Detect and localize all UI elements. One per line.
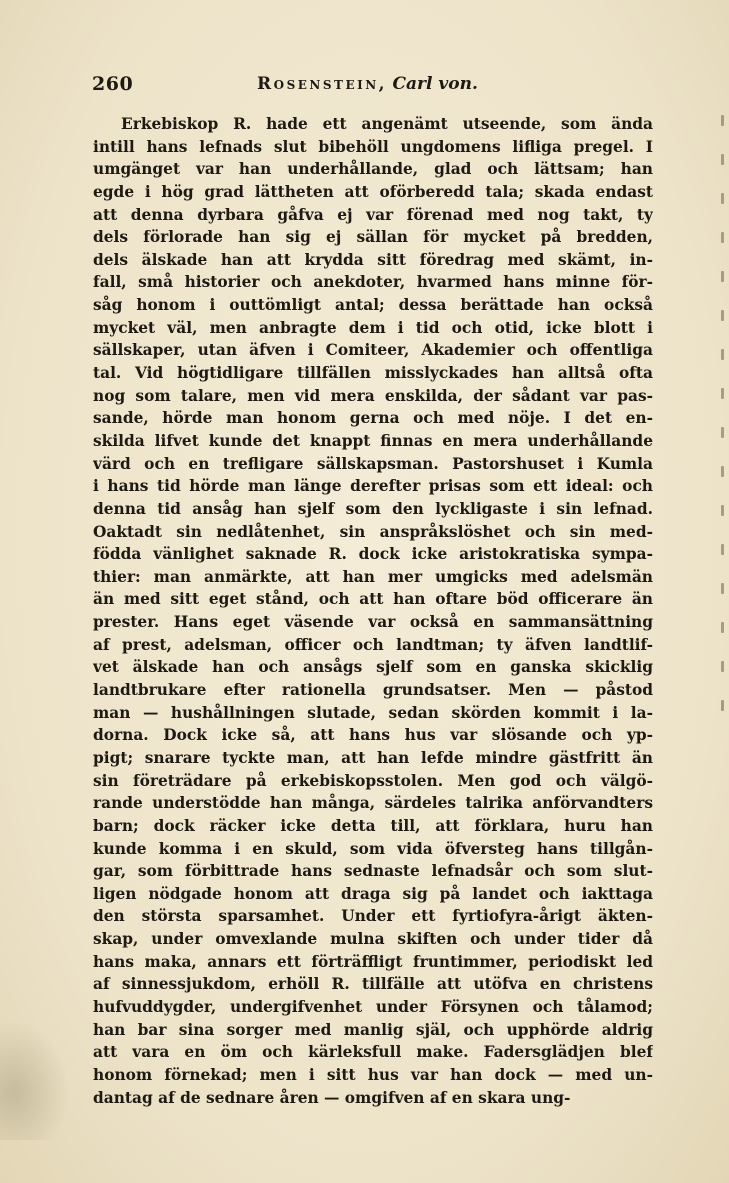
text-line: denna tid ansåg han sjelf som den lyckligaste i sin lefnad. [93, 499, 653, 518]
text-line: den största sparsamhet. Under ett fyrtiofyra-årigt äkten- [93, 907, 653, 926]
bleed-mark [721, 583, 724, 594]
bleed-mark [721, 115, 724, 126]
text-line: honom förnekad; men i sitt hus var han dock — med un- [93, 1065, 653, 1084]
bleed-mark [721, 154, 724, 165]
bleed-mark [721, 310, 724, 321]
bleed-mark [721, 505, 724, 516]
running-head [257, 74, 478, 94]
text-line: hufvuddygder, undergifvenhet under Försynen och tålamod; [93, 997, 653, 1016]
text-line: i hans tid hörde man länge derefter prisas som ett ideal: och [93, 477, 653, 496]
text-line: gar, som förbittrade hans sednaste lefnadsår och som slut- [93, 862, 653, 881]
text-line: Oaktadt sin nedlåtenhet, sin anspråkslöshet och sin med- [93, 522, 653, 541]
text-line: kunde komma i en skuld, som vida öfversteg hans tillgån- [93, 839, 653, 858]
text-line: dels förlorade han sig ej sällan för mycket på bredden, [93, 228, 653, 247]
text-line: ligen nödgade honom att draga sig på landet och iakttaga [93, 884, 653, 903]
text-line: värd och en trefligare sällskapsman. Pastorshuset i Kumla [93, 454, 653, 473]
page-header [92, 73, 652, 103]
page-number: 260 [92, 73, 134, 95]
text-line: landtbrukare efter rationella grundsatser. Men — påstod [93, 681, 653, 700]
bleed-mark [721, 349, 724, 360]
text-line: att vara en öm och kärleksfull make. Fadersglädjen blef [93, 1043, 653, 1062]
text-line: vet älskade han och ansågs sjelf som en ganska skicklig [93, 658, 653, 677]
text-line: än med sitt eget stånd, och att han oftare böd officerare än [93, 590, 653, 609]
bleed-mark [721, 466, 724, 477]
bleed-mark [721, 661, 724, 672]
body-text [93, 113, 653, 1173]
text-line: skap, under omvexlande mulna skiften och under tider då [93, 930, 653, 949]
text-line: sällskaper, utan äfven i Comiteer, Akademier och offentliga [93, 341, 653, 360]
text-line: barn; dock räcker icke detta till, att förklara, huru han [93, 816, 653, 835]
running-head-given-name: Carl von. [392, 74, 478, 94]
text-line: nog som talare, men vid mera enskilda, der sådant var pas- [93, 386, 653, 405]
paper-stain [0, 1020, 70, 1140]
bleed-mark [721, 193, 724, 204]
text-line: sande, hörde man honom gerna och med nöje. I det en- [93, 409, 653, 428]
bleed-mark [721, 388, 724, 399]
text-line: pigt; snarare tyckte man, att han lefde mindre gästfritt än [93, 748, 653, 767]
bleed-mark [721, 700, 724, 711]
text-line: mycket väl, men anbragte dem i tid och otid, icke blott i [93, 318, 653, 337]
text-line: dantag af de sednare åren — omgifven af en skara ung- [93, 1088, 571, 1107]
running-head-surname: Rosenstein, [257, 74, 388, 94]
text-line: tal. Vid högtidligare tillfällen misslyckades han alltså ofta [93, 364, 653, 383]
text-line: att denna dyrbara gåfva ej var förenad med nog takt, ty [93, 205, 653, 224]
text-line: umgänget var han underhållande, glad och lättsam; han [93, 160, 653, 179]
text-line: intill hans lefnads slut bibehöll ungdomens lifliga pregel. I [93, 137, 653, 156]
bleed-mark [721, 271, 724, 282]
text-line: Erkebiskop R. hade ett angenämt utseende, som ända [121, 115, 653, 133]
text-line: egde i hög grad lättheten att oförberedd tala; skada endast [93, 182, 653, 201]
text-line: sin företrädare på erkebiskopsstolen. Men god och välgö- [93, 771, 653, 790]
text-line: han bar sina sorger med manlig själ, och upphörde aldrig [93, 1020, 653, 1039]
text-line: af sinnessjukdom, erhöll R. tillfälle att utöfva en christens [93, 975, 653, 994]
text-line: man — hushållningen slutade, sedan skörden kommit i la- [93, 703, 653, 722]
text-line: såg honom i outtömligt antal; dessa berättade han också [93, 296, 653, 315]
text-line: thier: man anmärkte, att han mer umgicks med adelsmän [93, 567, 653, 586]
text-line: hans maka, annars ett förträffligt fruntimmer, periodiskt led [93, 952, 653, 971]
bleed-mark [721, 544, 724, 555]
text-line: af prest, adelsman, officer och landtman; ty äfven landtlif- [93, 635, 653, 654]
text-line: födda vänlighet saknade R. dock icke aristokratiska sympa- [93, 545, 653, 564]
bleed-mark [721, 622, 724, 633]
bleed-mark [721, 232, 724, 243]
text-line: skilda lifvet kunde det knappt finnas en mera underhållande [93, 431, 653, 450]
text-line: rande understödde han många, särdeles talrika anförvandters [93, 794, 653, 813]
show-through-margin [716, 115, 729, 775]
text-line: fall, små historier och anekdoter, hvarmed hans minne för- [93, 273, 653, 292]
text-line: prester. Hans eget väsende var också en sammansättning [93, 613, 653, 632]
bleed-mark [721, 427, 724, 438]
text-line: dels älskade han att krydda sitt föredrag med skämt, in- [93, 250, 653, 269]
text-line: dorna. Dock icke så, att hans hus var slösande och yp- [93, 726, 653, 745]
